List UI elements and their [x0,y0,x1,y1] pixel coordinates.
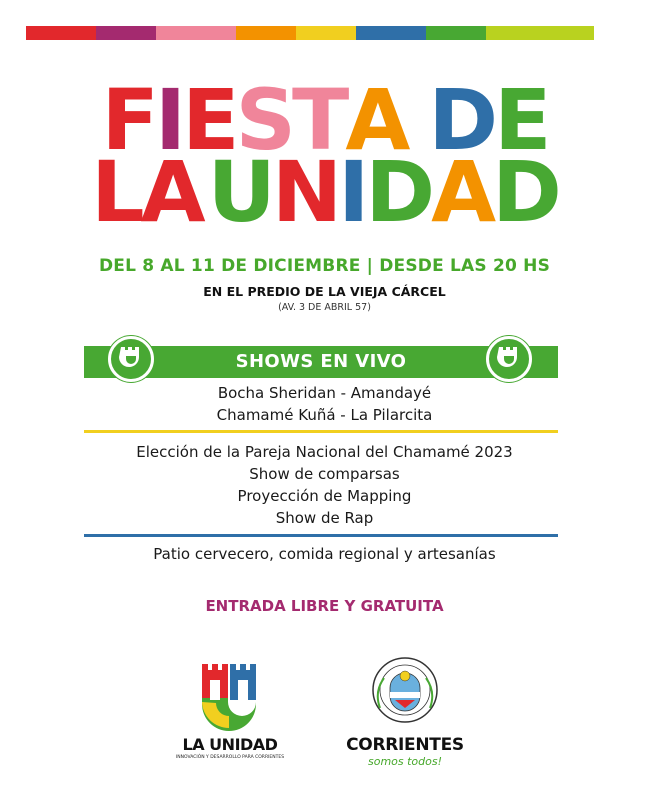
divider-yellow [84,430,558,433]
event-item: Show de comparsas [249,465,400,483]
divider-blue [84,534,558,537]
la-unidad-logo [172,662,282,736]
corrientes-slogan: somos todos! [367,755,443,768]
event-title-line2 [0,143,649,241]
event-venue: EN EL PREDIO DE LA VIEJA CÁRCEL [203,284,446,299]
event-item: Show de Rap [275,509,374,527]
title-letter: D [492,143,558,241]
title-letter: A [345,71,407,169]
corrientes-seal [340,650,470,736]
la-unidad-name: LA UNIDAD [182,735,278,754]
title-letter: D [365,143,432,241]
title-letter: I [338,143,366,241]
title-letter: N [271,143,339,241]
top-color-stripe [26,26,614,40]
title-letter: S [235,71,293,169]
event-item: Elección de la Pareja Nacional del Chamamé 2023 [136,443,513,461]
la-unidad-subtitle: INNOVACIÓN Y DESARROLLO PARA CORRIENTES [175,755,285,760]
event-address: (AV. 3 DE ABRIL 57) [278,302,371,313]
title-letter: F [101,71,155,169]
title-letter: D [428,71,495,169]
corrientes-name: CORRIENTES [346,735,464,755]
title-letter: A [431,143,493,241]
title-letter: T [292,71,346,169]
event-dates: DEL 8 AL 11 DE DICIEMBRE | DESDE LAS 20 HS [98,256,551,276]
title-letter: U [207,143,272,241]
castle-u-icon [486,336,532,382]
castle-u-icon [108,336,154,382]
title-letter: E [182,71,236,169]
shows-heading: SHOWS EN VIVO [235,351,407,372]
extras-text: Patio cervecero, comida regional y artesanías [153,545,496,563]
title-letter: I [154,71,183,169]
title-letter: E [494,71,548,169]
show-act: Chamamé Kuñá - La Pilarcita [216,406,433,424]
entrance-text: ENTRADA LIBRE Y GRATUITA [205,597,444,615]
event-item: Proyección de Mapping [237,487,412,505]
title-letter: L [91,143,141,241]
show-act: Bocha Sheridan - Amandayé [217,384,432,402]
title-letter: A [140,143,202,241]
